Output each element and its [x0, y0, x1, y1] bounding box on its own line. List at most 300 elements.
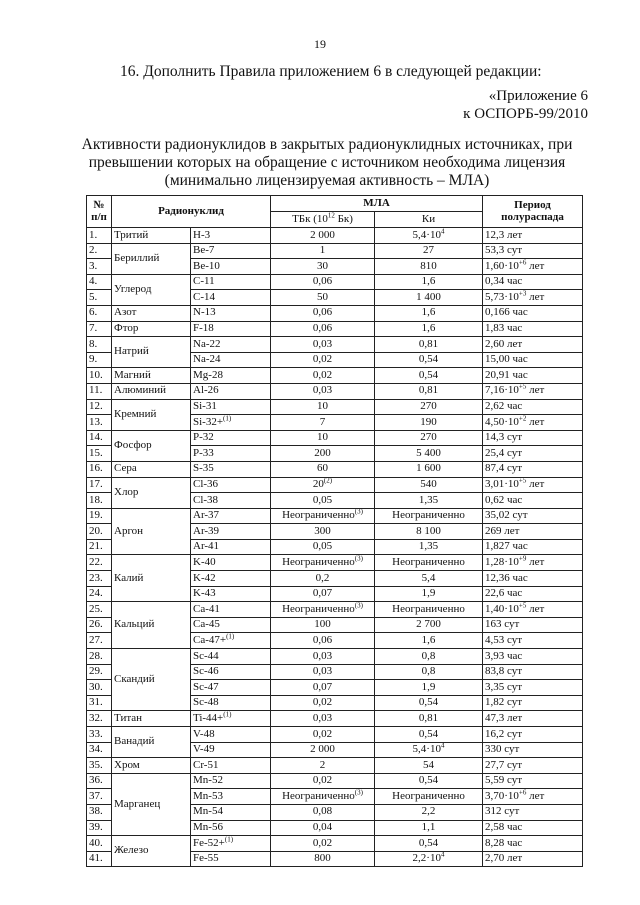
cell-mla-ki [375, 571, 483, 587]
mla-ki-value: 0,54 [418, 368, 439, 381]
row-number: 14. [89, 431, 103, 444]
appendix-line-2: к ОСПОРБ-99/2010 [463, 106, 588, 122]
mla-tbk-value: 0,06 [312, 306, 333, 319]
half-life-value: 35,02 сут [485, 509, 528, 522]
cell-element-name [112, 508, 191, 555]
half-life-value: 25,4 сут [485, 446, 523, 459]
mla-ki-value: 1,9 [421, 680, 436, 693]
isotope: Sc-47 [193, 680, 219, 693]
element-name: Ванадий [114, 735, 155, 748]
cell-mla-tbk [271, 602, 375, 618]
cell-half-life [483, 711, 583, 727]
half-life-value: 2,58 час [485, 821, 523, 834]
cell-number [87, 649, 112, 665]
cell-mla-ki [375, 430, 483, 446]
mla-ki-value: 270 [420, 431, 437, 444]
cell-number [87, 461, 112, 477]
cell-half-life [483, 228, 583, 244]
cell-half-life [483, 274, 583, 290]
isotope: C-11 [193, 275, 215, 288]
cell-mla-ki [375, 477, 483, 493]
half-life-value: 3,01·10 [485, 478, 519, 490]
element-name: Азот [114, 306, 137, 319]
element-name: Скандий [114, 672, 155, 685]
superscript: (3) [354, 508, 363, 516]
cell-mla-tbk [271, 274, 375, 290]
cell-number [87, 477, 112, 493]
cell-number [87, 836, 112, 852]
half-life-value: 1,28·10 [485, 555, 519, 568]
cell-mla-ki [375, 368, 483, 384]
half-life-value: 1,60·10 [485, 259, 519, 272]
header-tbk-unit: Бк) [334, 212, 353, 225]
cell-number [87, 711, 112, 727]
mla-tbk-value: 0,03 [312, 711, 333, 724]
isotope: Mn-52 [193, 774, 223, 787]
cell-number [87, 586, 112, 602]
row-number: 32. [89, 711, 103, 724]
mla-ki-value: 0,8 [421, 665, 436, 678]
mla-tbk-value: 0,03 [312, 665, 333, 678]
isotope: Ti-44+ [193, 711, 224, 724]
cell-number [87, 446, 112, 462]
cell-isotope [191, 804, 271, 820]
cell-number [87, 305, 112, 321]
cell-mla-ki [375, 493, 483, 509]
cell-mla-ki [375, 664, 483, 680]
mla-tbk-value: 0,02 [312, 696, 333, 709]
mla-ki-value: 5,4 [421, 571, 436, 584]
appendix-reference [463, 87, 588, 123]
cell-mla-ki [375, 461, 483, 477]
cell-number [87, 617, 112, 633]
cell-half-life [483, 680, 583, 696]
superscript: (1) [224, 835, 234, 843]
row-number: 11. [89, 384, 103, 397]
cell-mla-tbk [271, 430, 375, 446]
superscript: (1) [223, 710, 232, 719]
isotope: S-35 [193, 462, 214, 475]
cell-mla-ki [375, 695, 483, 711]
mla-ki-value: 1,6 [421, 275, 436, 288]
superscript: 4 [440, 851, 445, 859]
half-life-value: 83,8 сут [485, 665, 523, 678]
element-name: Фтор [114, 322, 139, 335]
cell-isotope [191, 555, 271, 571]
cell-half-life [483, 789, 583, 805]
cell-half-life [483, 461, 583, 477]
row-number: 17. [89, 478, 103, 490]
element-name: Алюминий [114, 384, 167, 397]
isotope: F-18 [193, 322, 214, 335]
cell-mla-ki [375, 243, 483, 259]
cell-mla-tbk [271, 773, 375, 789]
superscript: +5 [518, 477, 527, 485]
cell-element-name [112, 773, 191, 835]
isotope: Be-10 [193, 259, 220, 272]
cell-element-name [112, 711, 191, 727]
cell-isotope [191, 477, 271, 493]
cell-element-name [112, 555, 191, 602]
superscript: (1) [226, 632, 235, 641]
isotope: Si-31 [193, 400, 217, 413]
row-number: 13. [89, 415, 103, 428]
cell-isotope [191, 321, 271, 337]
cell-isotope [191, 711, 271, 727]
mla-tbk-value: 0,05 [312, 493, 333, 506]
cell-half-life [483, 305, 583, 321]
cell-mla-ki [375, 290, 483, 306]
isotope: Fe-55 [193, 852, 219, 865]
cell-mla-tbk [271, 461, 375, 477]
isotope: Na-22 [193, 337, 221, 350]
cell-isotope [191, 493, 271, 509]
isotope: K-42 [193, 571, 216, 584]
isotope: C-14 [193, 290, 215, 303]
row-number: 4. [89, 275, 98, 288]
cell-mla-tbk [271, 571, 375, 587]
half-life-value: 20,91 час [485, 368, 528, 381]
cell-half-life [483, 695, 583, 711]
cell-half-life [483, 586, 583, 602]
row-number: 6. [89, 306, 98, 319]
mla-ki-value: 190 [420, 415, 437, 428]
cell-number [87, 633, 112, 649]
cell-mla-tbk [271, 680, 375, 696]
table-row [87, 602, 583, 618]
cell-isotope [191, 664, 271, 680]
cell-mla-tbk [271, 337, 375, 353]
cell-mla-tbk [271, 352, 375, 368]
mla-ki-value: 0,54 [418, 696, 439, 709]
cell-isotope [191, 430, 271, 446]
cell-element-name [112, 368, 191, 384]
half-life-value: 5,59 сут [485, 774, 523, 787]
table-title [62, 136, 592, 190]
mla-tbk-value: 0,08 [312, 805, 333, 818]
mla-ki-value: 0,81 [418, 337, 439, 350]
row-number: 1. [89, 228, 98, 241]
mla-tbk-value: 30 [317, 259, 328, 272]
cell-mla-tbk [271, 649, 375, 665]
cell-isotope [191, 695, 271, 711]
cell-number [87, 524, 112, 540]
half-life-unit: лет [526, 555, 545, 568]
cell-mla-ki [375, 508, 483, 524]
cell-number [87, 321, 112, 337]
mla-ki-value: 1,9 [421, 587, 436, 600]
cell-element-name [112, 727, 191, 758]
mla-tbk-value: Неограниченно [282, 602, 355, 615]
cell-mla-ki [375, 633, 483, 649]
row-number: 22. [89, 555, 103, 568]
superscript: +5 [518, 383, 527, 391]
superscript: (1) [223, 414, 232, 422]
half-life-value: 3,93 час [485, 649, 523, 662]
cell-mla-ki [375, 804, 483, 820]
cell-mla-tbk [271, 789, 375, 805]
mla-tbk-value: 0,02 [312, 836, 333, 849]
half-life-unit: лет [526, 478, 545, 490]
cell-mla-tbk [271, 633, 375, 649]
half-life-value: 4,53 сут [485, 633, 523, 646]
cell-half-life [483, 477, 583, 493]
cell-element-name [112, 243, 191, 274]
cell-element-name [112, 383, 191, 399]
cell-isotope [191, 789, 271, 805]
cell-number [87, 259, 112, 275]
cell-half-life [483, 446, 583, 462]
half-life-unit: лет [526, 384, 545, 397]
mla-ki-value: 0,54 [418, 727, 439, 740]
row-number: 3. [89, 259, 98, 272]
table-row [87, 727, 583, 743]
isotope: Mg-28 [193, 368, 223, 381]
cell-mla-tbk [271, 695, 375, 711]
cell-mla-ki [375, 321, 483, 337]
cell-isotope [191, 259, 271, 275]
cell-isotope [191, 539, 271, 555]
isotope: Cl-36 [193, 478, 219, 490]
mla-ki-value: 1,1 [421, 821, 436, 834]
cell-number [87, 228, 112, 244]
mla-ki-value: 2,2·10 [412, 852, 441, 865]
mla-ki-value: 5,4·10 [412, 743, 441, 756]
table-row [87, 773, 583, 789]
cell-mla-tbk [271, 539, 375, 555]
cell-number [87, 851, 112, 867]
half-life-value: 12,36 час [485, 571, 528, 584]
cell-isotope [191, 446, 271, 462]
mla-tbk-value: 100 [314, 618, 331, 631]
cell-half-life [483, 773, 583, 789]
cell-half-life [483, 742, 583, 758]
mla-tbk-value: 7 [319, 415, 326, 428]
mla-ki-value: 0,54 [418, 836, 439, 849]
table-row [87, 274, 583, 290]
cell-mla-ki [375, 742, 483, 758]
cell-half-life [483, 664, 583, 680]
superscript: (2) [323, 477, 333, 485]
cell-mla-tbk [271, 477, 375, 493]
half-life-value: 2,70 лет [485, 852, 523, 865]
row-number: 26. [89, 618, 103, 631]
mla-tbk-value: 300 [314, 524, 331, 537]
mla-tbk-value: Неограниченно [282, 789, 355, 802]
cell-mla-tbk [271, 305, 375, 321]
cell-number [87, 508, 112, 524]
cell-half-life [483, 259, 583, 275]
isotope: Ca-47+ [193, 633, 227, 646]
table-row [87, 758, 583, 774]
mla-ki-value: 0,81 [418, 384, 439, 397]
cell-isotope [191, 415, 271, 431]
cell-half-life [483, 539, 583, 555]
mla-tbk-value: 20 [312, 478, 324, 490]
superscript: (3) [354, 788, 363, 797]
mla-ki-value: 1,6 [421, 633, 436, 646]
superscript: +9 [518, 554, 527, 563]
header-radionuclide: Радионуклид [112, 196, 271, 228]
cell-mla-ki [375, 259, 483, 275]
cell-element-name [112, 430, 191, 461]
row-number: 10. [89, 368, 103, 381]
mla-ki-value: 1,35 [418, 540, 439, 553]
isotope: P-33 [193, 446, 214, 459]
element-name: Аргон [114, 524, 144, 537]
cell-mla-tbk [271, 804, 375, 820]
table-row [87, 477, 583, 493]
half-life-unit: лет [526, 290, 545, 303]
row-number: 18. [89, 493, 103, 506]
mla-ki-value: 2,2 [421, 805, 436, 818]
row-number: 19. [89, 509, 103, 522]
half-life-value: 22,6 час [485, 587, 523, 600]
half-life-value: 27,7 сут [485, 758, 523, 771]
header-tbk-exponent: 12 [327, 211, 335, 220]
cell-number [87, 430, 112, 446]
table-row [87, 461, 583, 477]
half-life-value: 312 сут [485, 805, 520, 818]
cell-element-name [112, 649, 191, 711]
mla-tbk-value: 0,07 [312, 587, 333, 600]
cell-isotope [191, 461, 271, 477]
cell-isotope [191, 337, 271, 353]
cell-number [87, 727, 112, 743]
half-life-value: 3,70·10 [485, 789, 519, 802]
half-life-value: 3,35 сут [485, 680, 523, 693]
row-number: 30. [89, 680, 103, 693]
cell-number [87, 290, 112, 306]
cell-mla-tbk [271, 415, 375, 431]
half-life-unit: лет [526, 415, 545, 428]
element-name: Магний [114, 368, 151, 381]
row-number: 25. [89, 602, 103, 615]
cell-isotope [191, 524, 271, 540]
cell-half-life [483, 493, 583, 509]
element-name: Кремний [114, 407, 157, 420]
half-life-value: 1,82 сут [485, 696, 523, 709]
cell-half-life [483, 337, 583, 353]
header-ki: Ки [375, 212, 483, 228]
cell-mla-tbk [271, 228, 375, 244]
half-life-unit: лет [526, 602, 545, 615]
isotope: Sc-44 [193, 649, 219, 662]
mla-tbk-value: 0,03 [312, 384, 333, 397]
cell-mla-tbk [271, 851, 375, 867]
mla-tbk-value: 0,06 [312, 275, 333, 288]
mla-tbk-value: 200 [314, 446, 331, 459]
row-number: 31. [89, 696, 103, 709]
table-row [87, 305, 583, 321]
row-number: 38. [89, 805, 103, 818]
row-number: 39. [89, 821, 103, 834]
cell-number [87, 383, 112, 399]
row-number: 29. [89, 665, 103, 678]
mla-ki-value: 0,54 [418, 774, 439, 787]
table-row [87, 508, 583, 524]
cell-isotope [191, 617, 271, 633]
mla-ki-value: 2 700 [416, 618, 441, 631]
mla-tbk-value: 50 [317, 290, 328, 303]
cell-isotope [191, 368, 271, 384]
appendix-line-1: «Приложение 6 [488, 88, 588, 104]
row-number: 35. [89, 758, 103, 771]
isotope: P-32 [193, 431, 214, 444]
row-number: 21. [89, 540, 103, 553]
row-number: 28. [89, 649, 103, 662]
cell-mla-ki [375, 602, 483, 618]
amendment-heading: 16. Дополнить Правила приложением 6 в следующей редакции: [120, 63, 542, 80]
row-number: 5. [89, 290, 98, 303]
cell-mla-tbk [271, 820, 375, 836]
isotope: Na-24 [193, 353, 221, 366]
cell-mla-tbk [271, 493, 375, 509]
cell-half-life [483, 649, 583, 665]
cell-number [87, 664, 112, 680]
isotope: V-49 [193, 743, 215, 756]
cell-mla-ki [375, 446, 483, 462]
header-mla: МЛА [271, 196, 483, 212]
mla-tbk-value: 0,05 [312, 540, 333, 553]
cell-half-life [483, 399, 583, 415]
header-number-sign: № [93, 198, 105, 211]
cell-mla-tbk [271, 758, 375, 774]
cell-mla-tbk [271, 664, 375, 680]
isotope: Sc-46 [193, 665, 219, 678]
half-life-unit: лет [526, 789, 545, 802]
element-name: Фосфор [114, 439, 152, 452]
mla-ki-value: 1 400 [416, 290, 441, 303]
cell-isotope [191, 305, 271, 321]
row-number: 27. [89, 633, 103, 646]
cell-number [87, 399, 112, 415]
cell-element-name [112, 337, 191, 368]
element-name: Натрий [114, 345, 149, 358]
cell-mla-ki [375, 305, 483, 321]
cell-mla-ki [375, 337, 483, 353]
cell-mla-ki [375, 836, 483, 852]
header-tbk [271, 212, 375, 228]
half-life-unit: лет [526, 259, 545, 272]
mla-tbk-value: 0,03 [312, 649, 333, 662]
row-number: 7. [89, 322, 98, 335]
cell-isotope [191, 383, 271, 399]
mla-tbk-value: 2 [319, 758, 326, 771]
mla-tbk-value: 0,06 [312, 633, 333, 646]
half-life-value: 269 лет [485, 524, 520, 537]
half-life-value: 330 сут [485, 743, 520, 756]
cell-element-name [112, 321, 191, 337]
half-life-value: 8,28 час [485, 836, 523, 849]
cell-number [87, 804, 112, 820]
mla-ki-value: 8 100 [416, 524, 441, 537]
cell-element-name [112, 305, 191, 321]
mla-tbk-value: 0,03 [312, 337, 333, 350]
half-life-value: 16,2 сут [485, 727, 523, 740]
cell-mla-tbk [271, 243, 375, 259]
cell-number [87, 493, 112, 509]
mla-ki-value: 540 [420, 478, 437, 490]
cell-isotope [191, 571, 271, 587]
element-name: Железо [114, 844, 149, 857]
row-number: 9. [89, 353, 98, 366]
half-life-value: 7,16·10 [485, 384, 519, 397]
table-row [87, 430, 583, 446]
cell-mla-ki [375, 773, 483, 789]
cell-mla-ki [375, 617, 483, 633]
table-row [87, 383, 583, 399]
